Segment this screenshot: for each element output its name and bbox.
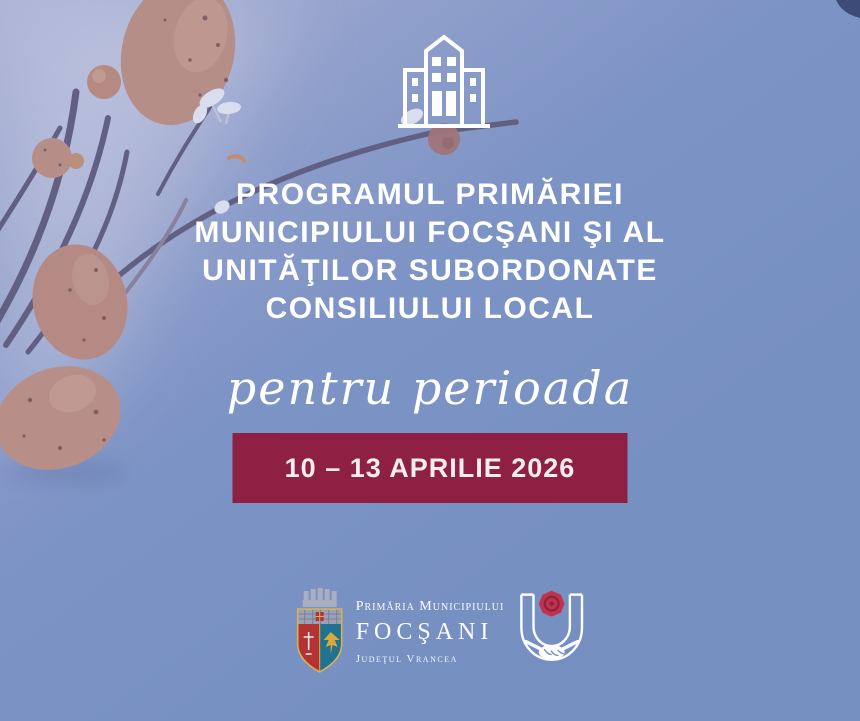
footer-org-name: Primăria Municipiului (355, 598, 505, 614)
title-line-3: UNITĂŢILOR SUBORDONATE (202, 254, 658, 287)
footer-city-name: FOCŞANI (355, 618, 494, 645)
poster-title (0, 176, 860, 328)
date-banner-label: 10 – 13 APRILIE 2026 (284, 452, 576, 483)
focsani-coat-of-arms-icon (293, 588, 347, 676)
handshake-u-logo-icon (513, 584, 589, 681)
handshake (526, 641, 578, 659)
subtitle-script: pentru perioada (226, 361, 634, 415)
building-icon (392, 30, 496, 134)
footer-county-name: Judeţul Vrancea (355, 652, 458, 665)
title-line-4: CONSILIULUI LOCAL (265, 292, 595, 325)
mural-crown (303, 588, 337, 607)
rosette-emblem (538, 590, 564, 616)
title-line-2: MUNICIPIULUI FOCŞANI ŞI AL (194, 216, 666, 249)
title-line-1: PROGRAMUL PRIMĂRIEI (236, 178, 624, 211)
footer-logo-block (293, 584, 590, 680)
date-banner (233, 433, 628, 503)
footer-text (356, 599, 505, 666)
